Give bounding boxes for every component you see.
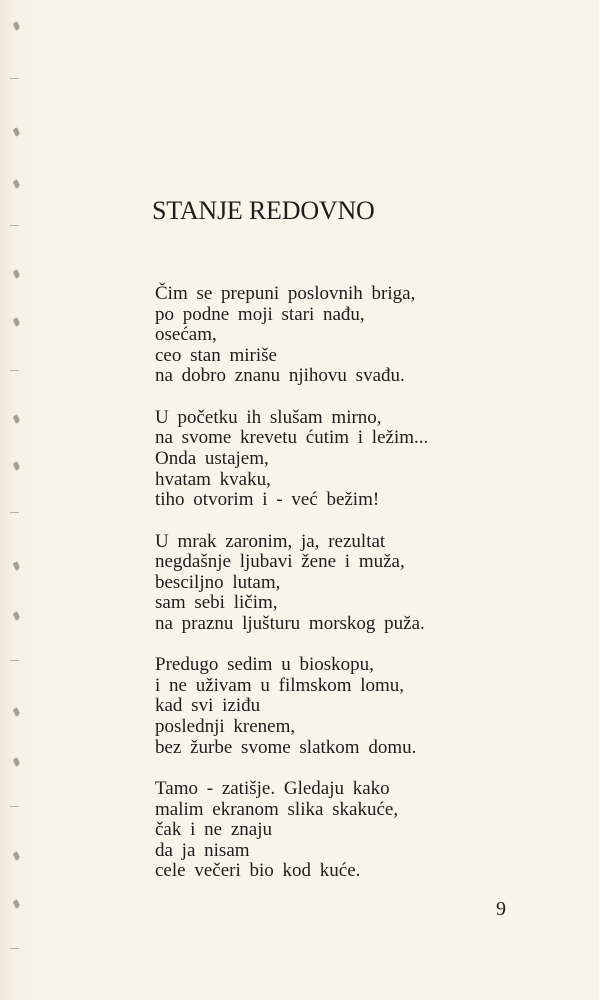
poem-line: malim ekranom slika skakuće, xyxy=(155,798,399,820)
poem-line: Predugo sedim u bioskopu, xyxy=(155,654,374,676)
poem-line: na svome krevetu ćutim i ležim... xyxy=(155,427,429,449)
poem-line: čak i ne znaju xyxy=(155,819,272,841)
poem-line: osećam, xyxy=(155,324,217,346)
poem-line: Čim se prepuni poslovnih briga, xyxy=(155,283,416,304)
binding-mark xyxy=(10,78,19,79)
poem-line: negdašnje ljubavi žene i muža, xyxy=(155,551,405,573)
poem-line: besciljno lutam, xyxy=(155,571,281,593)
binding-mark xyxy=(10,660,19,661)
binding-mark xyxy=(13,317,21,326)
poem-line: tiho otvorim i - već bežim! xyxy=(155,489,380,511)
stanza-2 xyxy=(155,408,428,511)
stanza-3 xyxy=(155,532,428,635)
binding-mark xyxy=(13,851,21,860)
poem-line: Tamo - zatišje. Gledaju kako xyxy=(155,778,390,800)
poem-line: ceo stan miriše xyxy=(155,344,277,366)
poem-line: poslednji krenem, xyxy=(155,716,296,738)
binding-edge xyxy=(0,0,30,1000)
poem-title: STANJE REDOVNO xyxy=(152,196,375,225)
binding-mark xyxy=(13,127,21,136)
poem-line: na praznu ljušturu morskog puža. xyxy=(155,612,425,634)
poem-line: na dobro znanu njihovu svađu. xyxy=(155,365,405,387)
poem-line: U mrak zaronim, ja, rezultat xyxy=(155,530,386,552)
poem-line: cele večeri bio kod kuće. xyxy=(155,860,361,882)
binding-mark xyxy=(13,707,21,716)
binding-mark xyxy=(13,611,21,620)
poem-line: da ja nisam xyxy=(155,839,250,861)
poem-line: po podne moji stari nađu, xyxy=(155,303,365,325)
binding-mark xyxy=(13,757,21,766)
poem-line: Onda ustajem, xyxy=(155,447,269,469)
binding-mark xyxy=(13,561,21,570)
poem-body xyxy=(155,284,428,903)
binding-mark xyxy=(10,806,19,807)
binding-mark xyxy=(13,269,21,278)
stanza-1 xyxy=(155,284,428,387)
page-number: 9 xyxy=(496,898,506,920)
poem-line: sam sebi ličim, xyxy=(155,592,278,614)
stanza-5 xyxy=(155,779,428,882)
binding-mark xyxy=(13,21,21,30)
poem-line: kad svi iziđu xyxy=(155,695,261,717)
poem-line: U početku ih slušam mirno, xyxy=(155,406,382,428)
binding-mark xyxy=(13,461,21,470)
binding-mark xyxy=(13,899,21,908)
binding-mark xyxy=(10,512,19,513)
binding-mark xyxy=(10,225,19,226)
poem-line: i ne uživam u filmskom lomu, xyxy=(155,674,405,696)
binding-mark xyxy=(13,414,21,423)
stanza-4 xyxy=(155,655,428,758)
poem-line: hvatam kvaku, xyxy=(155,468,271,490)
poem-line: bez žurbe svome slatkom domu. xyxy=(155,736,417,758)
binding-mark xyxy=(13,179,21,188)
binding-mark xyxy=(10,370,19,371)
binding-mark xyxy=(10,948,19,949)
